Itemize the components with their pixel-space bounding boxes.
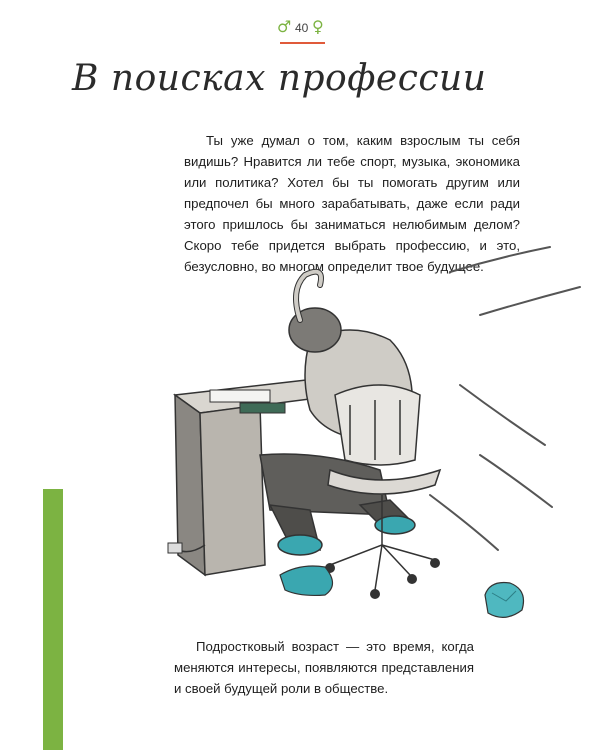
female-symbol: ♀ (312, 17, 324, 36)
office-chair (328, 385, 440, 590)
motion-streaks (430, 247, 580, 550)
green-margin-bar (43, 489, 63, 750)
header-underline (280, 42, 325, 44)
intro-paragraph: Ты уже думал о том, каким взрослым ты себя видишь? Нравится ли тебе спорт, музыка, экономика или политика? Хотел бы ты помогать другим или предпочел бы много зарабатывать, даже если ради этого пришлось бы заниматься нелюбимым делом? Скоро тебе придется выбрать профессию, и это, безусловно, во многом определит твое будущее. (184, 133, 520, 274)
page-title: В поисках профессии (72, 58, 487, 99)
page-number: 40 (295, 21, 309, 35)
page-header (274, 16, 330, 46)
crumpled-paper (485, 583, 524, 618)
male-symbol: ♂ (277, 17, 292, 36)
closing-paragraph: Подростковый возраст — это время, когда меняются интересы, появляются представления и своей будущей роли в обществе. (174, 639, 474, 696)
teen-at-desk-illustration (150, 245, 590, 625)
